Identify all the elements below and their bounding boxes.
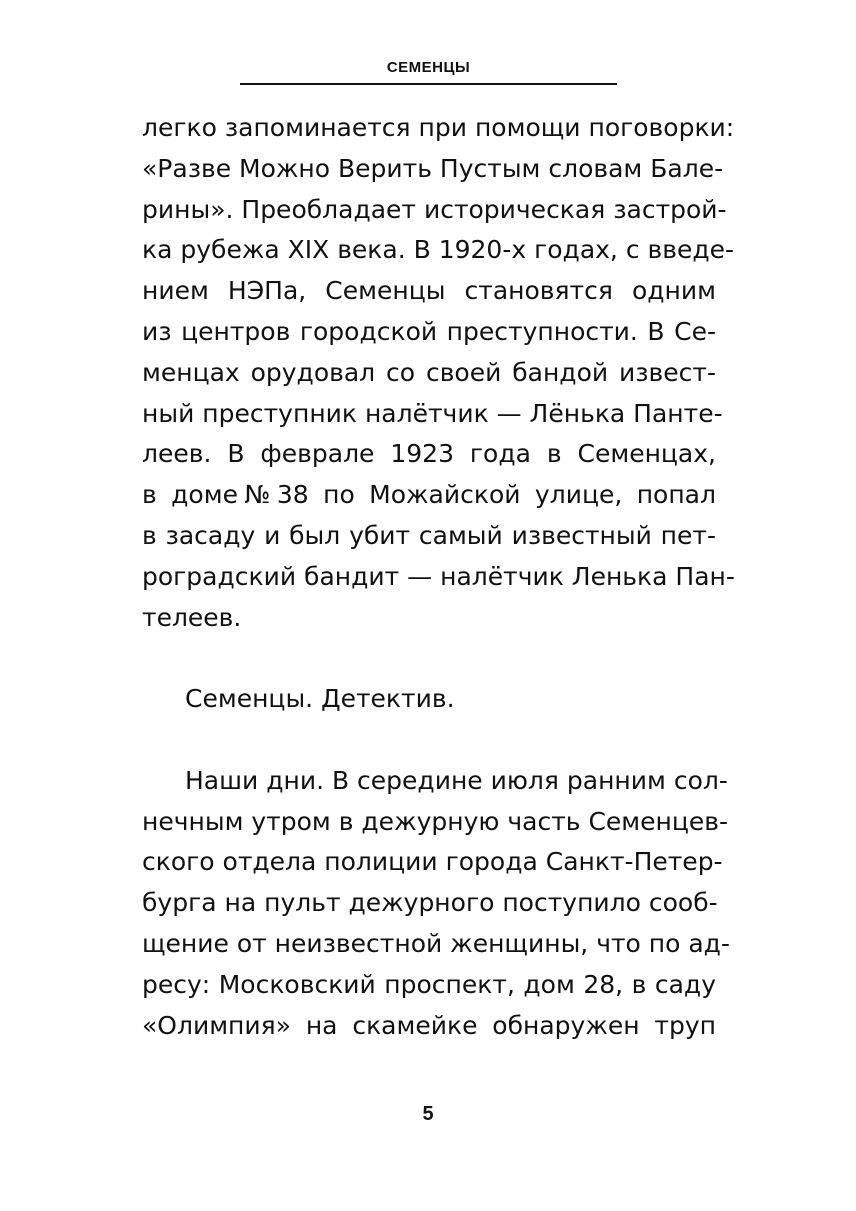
- paragraph-gap: [142, 720, 716, 761]
- text-line: ный преступник налётчик — Лёнька Панте-: [142, 398, 723, 428]
- text-line: легко запоминается при помощи поговорки:: [142, 113, 735, 142]
- text-line: ресу: Московский проспект, дом 28, в саду: [142, 969, 716, 999]
- text-line: телеев.: [142, 602, 242, 632]
- paragraph-3: [142, 761, 730, 1047]
- text-line: Наши дни. В середине июля ранним сол-: [185, 765, 728, 795]
- running-head: СЕМЕНЦЫ: [386, 59, 471, 76]
- text-line: Семенцы. Детектив.: [185, 684, 455, 714]
- running-head-rule: [240, 83, 617, 85]
- text-line: в засаду и был убит самый известный пет-: [142, 520, 716, 550]
- paragraph-2: [142, 679, 716, 720]
- text-line: в доме№38 по Можайской улице, попал: [142, 480, 716, 510]
- paragraph-1: [142, 108, 735, 638]
- text-line: рины». Преобладает историческая застрой-: [142, 194, 727, 224]
- text-line: нечным утром в дежурную часть Семенцев-: [142, 806, 729, 836]
- paragraph-gap: [142, 638, 716, 679]
- text-line: «Олимпия» на скамейке обнаружен труп: [142, 1010, 716, 1040]
- page-number: 5: [422, 1103, 434, 1125]
- body-text: [142, 108, 735, 1046]
- text-line: из центров городской преступности. В Се-: [142, 316, 716, 346]
- text-line: ка рубежа XIX века. В 1920-х годах, с введе-: [142, 235, 735, 265]
- text-line: щение от неизвестной женщины, что по ад-: [142, 928, 730, 958]
- text-line: леев. В феврале 1923 года в Семенцах,: [142, 439, 716, 469]
- text-line: роградский бандит — налётчик Ленька Пан-: [142, 561, 735, 591]
- text-line: нием НЭПа, Семенцы становятся одним: [142, 276, 716, 306]
- text-line: «Разве Можно Верить Пустым словам Бале-: [142, 153, 724, 183]
- text-line: ского отдела полиции города Санкт-Петер-: [142, 847, 723, 877]
- text-line: бурга на пульт дежурного поступило сооб-: [142, 888, 718, 918]
- text-line: менцах орудовал со своей бандой извест-: [142, 357, 716, 387]
